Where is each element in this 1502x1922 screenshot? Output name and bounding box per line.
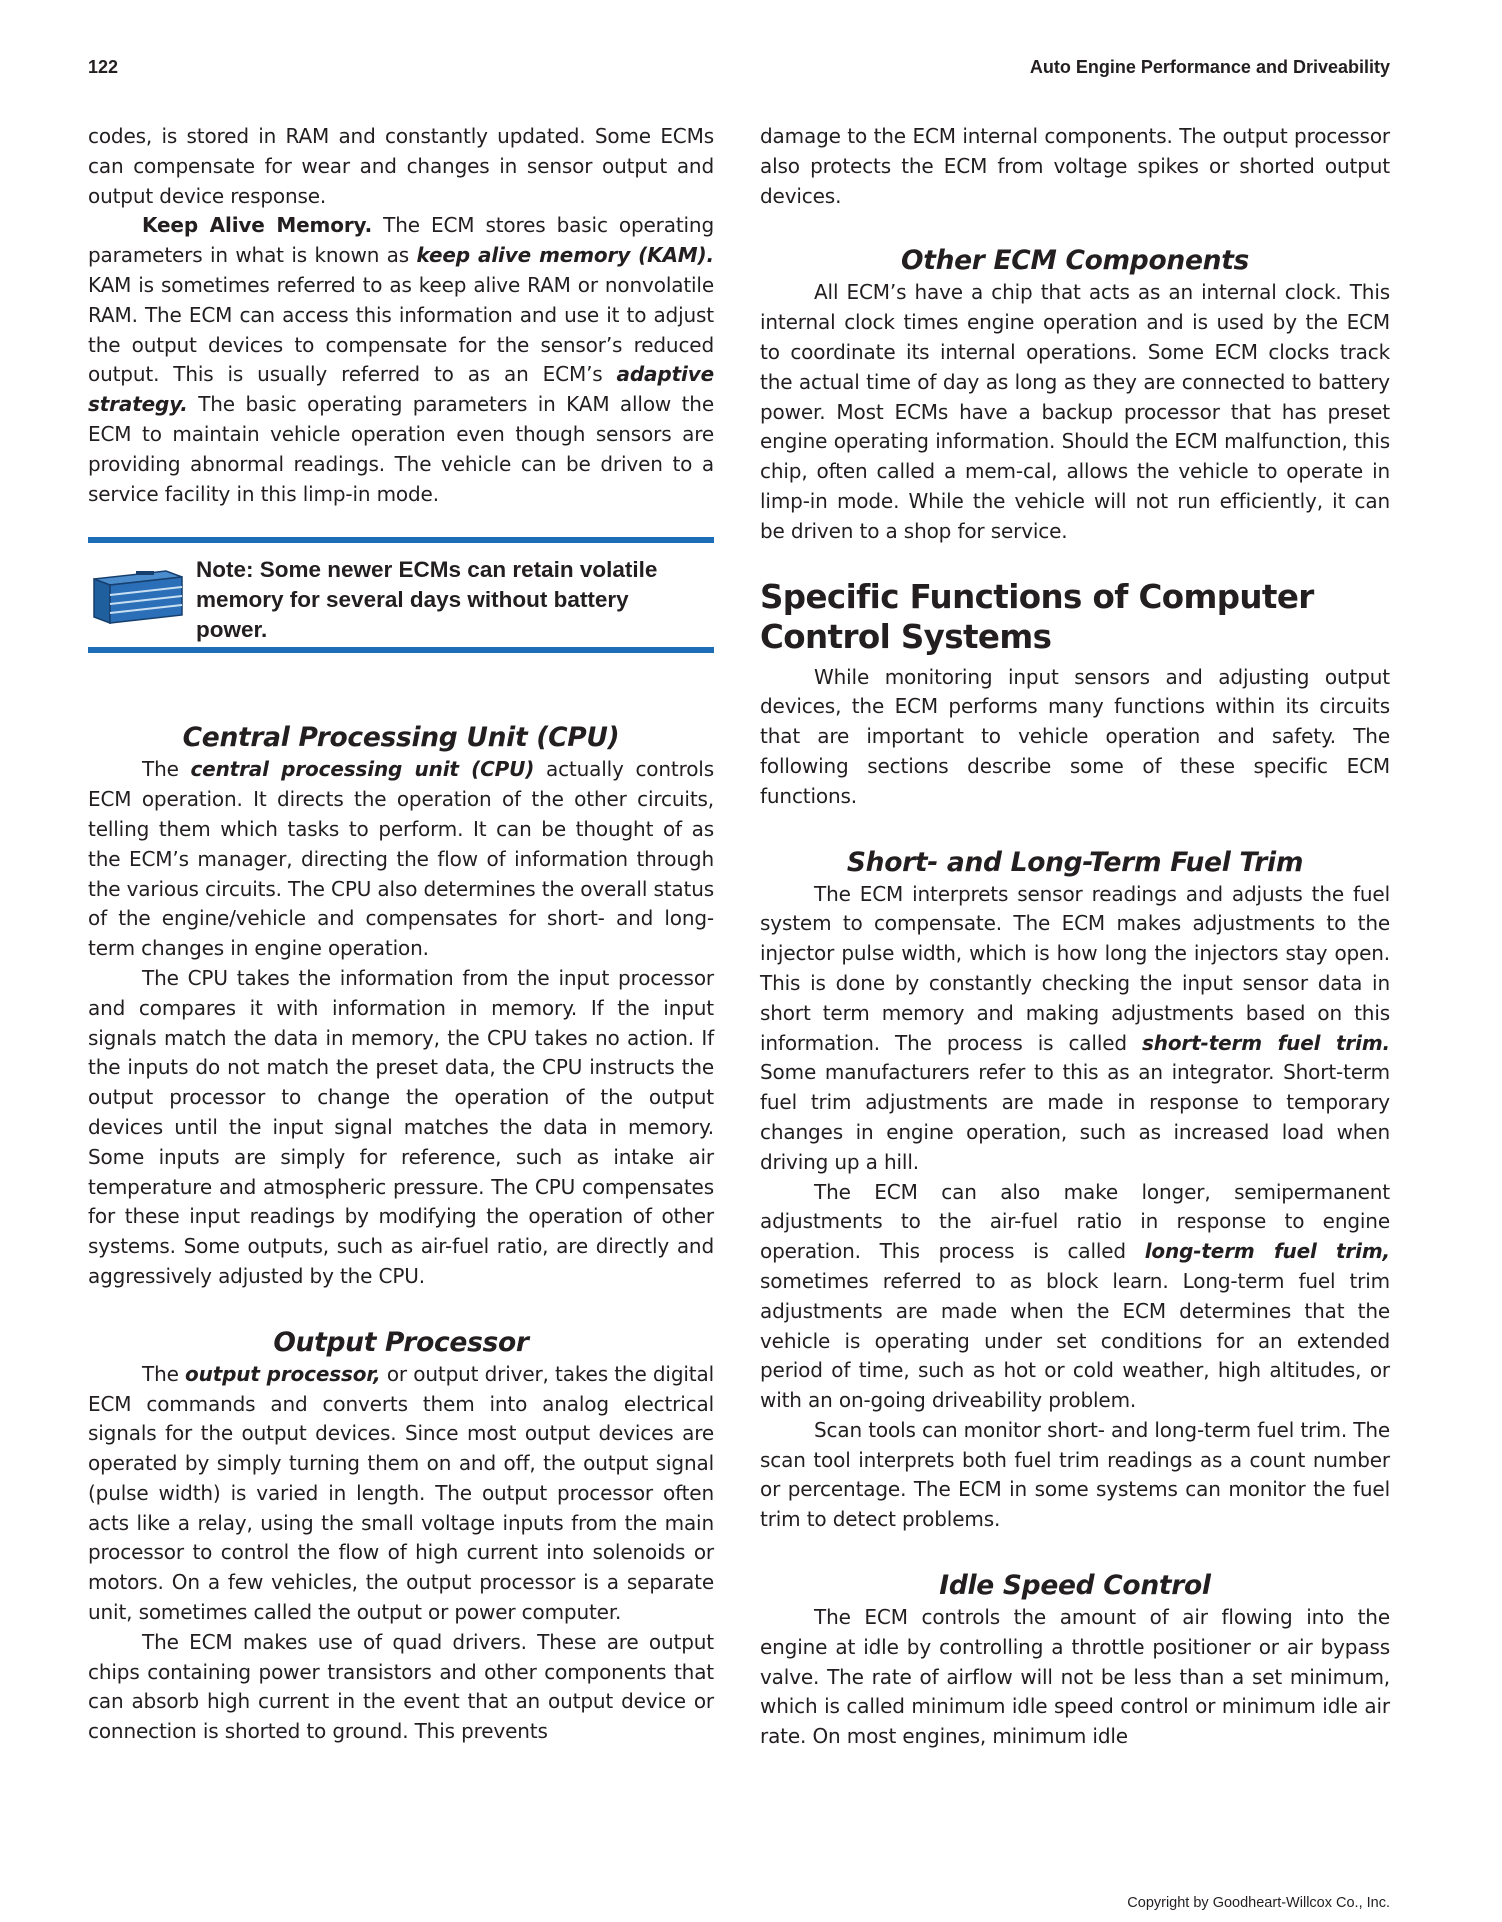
paragraph <box>88 1360 714 1628</box>
left-column <box>88 122 714 1747</box>
key-term: long-term fuel trim, <box>1144 1239 1390 1264</box>
key-term: adaptive strategy. <box>88 362 714 417</box>
text-run: The ECM can also make longer, semipermanent adjustments to the air-fuel ratio in response to engine operation. This process is called <box>760 1179 1390 1264</box>
right-column <box>760 122 1390 1752</box>
subheading-idle-speed-control: Idle Speed Control <box>939 1570 1211 1602</box>
paragraph: The ECM makes use of quad drivers. These are output chips containing power transistors and other components that can absorb high current in the event that an output device or connection is shorted to ground. This prevents <box>88 1629 714 1744</box>
text-run: KAM is sometimes referred to as keep alive RAM or nonvolatile RAM. The ECM can access this information and use it to adjust the output devices to compensate for the sensor’s reduced output. This is usually referred to as an ECM’s <box>88 272 714 387</box>
copyright-footer: Copyright by Goodheart-Willcox Co., Inc. <box>1127 1895 1390 1911</box>
subheading-cpu: Central Processing Unit (CPU) <box>182 722 620 754</box>
text-run: The basic operating parameters in KAM allow the ECM to maintain vehicle operation even though sensors are providing abnormal readings. The vehicle can be driven to a service facility in this limp-in mode. <box>88 392 714 506</box>
paragraph-keep-alive-memory <box>88 211 714 509</box>
paragraph <box>760 1178 1390 1416</box>
paragraph: The ECM controls the amount of air flowing into the engine at idle by controlling a throttle positioner or air bypass valve. The rate of airflow will not be less than a set minimum, which is called minimum idle speed control or minimum idle air rate. On most engines, minimum idle <box>760 1605 1390 1749</box>
note-text: Note: Some newer ECMs can retain volatile memory for several days without battery power. <box>196 557 658 643</box>
paragraph <box>88 755 714 964</box>
page-number: 122 <box>88 57 119 77</box>
subheading-fuel-trim: Short- and Long-Term Fuel Trim <box>846 846 1304 878</box>
paragraph: damage to the ECM internal components. The output processor also protects the ECM from voltage spikes or shorted output devices. <box>760 124 1390 208</box>
running-header-title: Auto Engine Performance and Driveability <box>1029 57 1390 77</box>
paragraph: codes, is stored in RAM and constantly updated. Some ECMs can compensate for wear and changes in sensor output and output device response. <box>88 124 714 208</box>
key-term: short-term fuel trim. <box>1141 1030 1390 1055</box>
note-box <box>88 537 714 653</box>
text-run: or output driver, takes the digital ECM commands and converts them into analog electrical signals for the output devices. Since most output devices are operated by simply turning them on and off, the output signal (pulse width) is varied in length. The output processor often acts like a relay, using the small voltage inputs from the main processor to control the flow of high current into solenoids or motors. On a few vehicles, the output processor is a separate unit, sometimes called the output or power computer. <box>88 1361 714 1625</box>
text-run: The ECM stores basic operating parameters in what is known as <box>88 213 714 268</box>
key-term: output processor, <box>185 1361 381 1386</box>
text-run: sometimes referred to as block learn. Long-term fuel trim adjustments are made when the ECM determines that the vehicle is operating under set conditions for an extended period of time, such as hot or cold weather, high altitudes, or with an on-going driveability problem. <box>760 1268 1390 1413</box>
paragraph: All ECM’s have a chip that acts as an internal clock. This internal clock times engine operation and is used by the ECM to coordinate its internal operations. Some ECM clocks track the actual time of day as long as they are connected to battery power. Most ECMs have a backup processor that has preset engine operating information. Should the ECM malfunction, this chip, often called a mem-cal, allows the vehicle to operate in limp-in mode. While the vehicle will not run efficiently, it can be driven to a shop for service. <box>760 280 1390 543</box>
paragraph: While monitoring input sensors and adjusting output devices, the ECM performs many functions within its circuits that are important to vehicle operation and safety. The following sections describe some of these specific ECM functions. <box>760 664 1390 808</box>
run-in-heading: Keep Alive Memory. <box>142 213 373 238</box>
key-term: central processing unit (CPU) <box>190 757 535 782</box>
text-run: actually controls ECM operation. It directs the operation of the other circuits, telling them which tasks to perform. It can be thought of as the ECM’s manager, directing the flow of information through the various circuits. The CPU also determines the overall status of the engine/vehicle and compensates for short- and long-term changes in engine operation. <box>88 757 714 961</box>
paragraph: The CPU takes the information from the input processor and compares it with information in memory. If the input signals match the data in memory, the CPU takes no action. If the inputs do not match the preset data, the CPU instructs the output processor to change the operation of the output devices until the input signal matches the data in memory. Some inputs are simply for reference, such as intake air temperature and atmospheric pressure. The CPU compensates for these input readings by modifying the operation of other systems. Some outputs, such as air-fuel ratio, are directly and aggressively adjusted by the CPU. <box>88 965 714 1288</box>
key-term: keep alive memory (KAM). <box>416 243 714 268</box>
subheading-other-ecm-components: Other ECM Components <box>900 245 1250 277</box>
subheading-output-processor: Output Processor <box>273 1326 529 1358</box>
section-heading: Specific Functions of Computer Control Systems <box>760 577 1314 656</box>
paragraph <box>760 880 1390 1178</box>
paragraph: Scan tools can monitor short- and long-term fuel trim. The scan tool interprets both fuel trim readings as a count number or percentage. The ECM in some systems can monitor the fuel trim to detect problems. <box>760 1417 1390 1532</box>
text-run: The <box>142 1361 186 1386</box>
text-run: Some manufacturers refer to this as an integrator. Short-term fuel trim adjustments are made in response to temporary changes in engine operation, such as increased load when driving up a hill. <box>760 1060 1390 1174</box>
text-run: The ECM interprets sensor readings and adjusts the fuel system to compensate. The ECM makes adjustments to the injector pulse width, which is how long the injectors stay open. This is done by constantly checking the input sensor data in short term memory and making adjustments based on this information. The process is called <box>760 881 1390 1055</box>
toolbox-icon <box>88 563 184 625</box>
text-run: The <box>142 757 191 782</box>
